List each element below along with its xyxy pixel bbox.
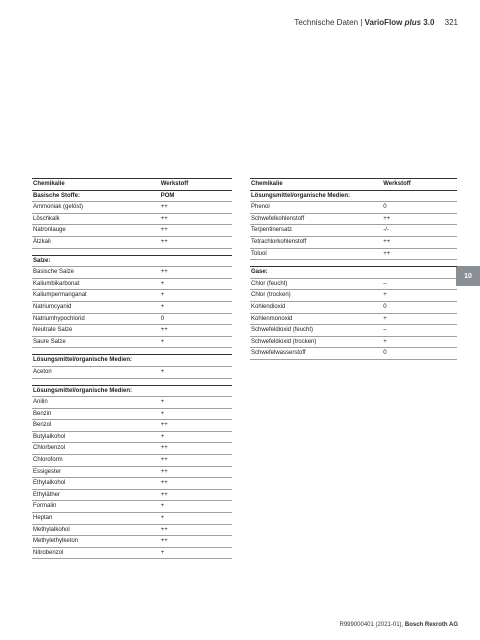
col-material-header: Werkstoff <box>160 181 189 187</box>
resistance-rating: + <box>160 433 165 440</box>
resistance-rating: ++ <box>383 238 391 245</box>
section-material <box>160 386 232 397</box>
resistance-rating: – <box>383 327 387 334</box>
resistance-rating: 0 <box>160 315 165 322</box>
table-row <box>32 513 232 525</box>
table-row <box>32 367 232 379</box>
resistance-rating: + <box>160 549 165 556</box>
chemical-name: Basische Salze <box>33 269 75 276</box>
running-header <box>294 18 458 27</box>
section-title-row <box>250 191 457 203</box>
section-title-row <box>32 255 232 268</box>
resistance-rating: + <box>160 280 165 287</box>
table-row <box>32 490 232 502</box>
chemical-name: Tetrachlorkohlenstoff <box>251 238 307 245</box>
resistance-rating: ++ <box>160 457 168 464</box>
chemical-name: Nitrobenzol <box>33 549 64 556</box>
resistance-rating: 0 <box>383 303 387 310</box>
chemical-name: Essigester <box>33 468 62 475</box>
chemical-name: Schwefelkohlenstoff <box>251 215 305 222</box>
resistance-rating: ++ <box>160 422 168 429</box>
table-row <box>32 525 232 537</box>
table-row <box>250 279 457 291</box>
section-material <box>160 256 232 267</box>
table-row <box>32 432 232 444</box>
table-row <box>32 501 232 513</box>
table-row <box>32 397 232 409</box>
right-table <box>250 178 457 360</box>
section-title: Salze: <box>33 257 51 264</box>
table-section <box>32 191 232 249</box>
table-row <box>32 325 232 337</box>
chemical-name: Neutrale Salze <box>33 327 73 334</box>
resistance-rating: + <box>160 399 165 406</box>
resistance-rating: ++ <box>160 269 168 276</box>
section-material <box>382 267 457 278</box>
chemical-name: Chlorbenzol <box>33 445 66 452</box>
table-row <box>250 202 457 214</box>
table-row <box>32 202 232 214</box>
table-row <box>32 548 232 560</box>
section-title-row <box>250 266 457 279</box>
table-row <box>32 279 232 291</box>
table-row <box>32 237 232 249</box>
chemical-name: Löschkalk <box>33 215 60 222</box>
chemical-name: Natriumcyanid <box>33 303 72 310</box>
table-row <box>32 290 232 302</box>
table-row <box>250 225 457 237</box>
section-material <box>160 355 232 366</box>
resistance-rating: + <box>160 368 165 375</box>
resistance-rating: ++ <box>160 227 168 234</box>
resistance-rating: ++ <box>160 526 168 533</box>
chemical-name: Ethylalkohol <box>33 480 66 487</box>
section-title-row <box>32 191 232 203</box>
header-section: Technische Daten | <box>294 18 363 27</box>
chemical-name: Kaliumpermanganat <box>33 292 87 299</box>
table-row <box>32 337 232 349</box>
table-header <box>250 178 457 191</box>
resistance-rating: + <box>160 292 165 299</box>
resistance-rating: ++ <box>160 327 168 334</box>
chemical-name: Kohlenmonoxid <box>251 315 293 322</box>
table-row <box>32 478 232 490</box>
table-row <box>32 214 232 226</box>
chemical-name: Schwefeldioxid (trocken) <box>251 338 317 345</box>
table-row <box>250 337 457 349</box>
chemical-name: Chloroform <box>33 457 63 464</box>
company-name: Bosch Rexroth AG <box>404 622 458 628</box>
chemical-name: Natronlauge <box>33 227 66 234</box>
chemical-name: Heptan <box>33 515 53 522</box>
resistance-rating: + <box>160 503 165 510</box>
resistance-rating: ++ <box>160 204 168 211</box>
table-row <box>250 290 457 302</box>
table-row <box>250 214 457 226</box>
table-section <box>32 354 232 378</box>
chemical-name: Terpentinersatz <box>251 227 293 234</box>
section-title: Gase: <box>251 269 268 276</box>
resistance-rating: 0 <box>383 350 387 357</box>
col-material-header: Werkstoff <box>383 181 411 187</box>
table-row <box>32 225 232 237</box>
table-row <box>250 302 457 314</box>
table-row <box>250 348 457 360</box>
doc-reference: R999000401 (2021-01), <box>339 622 404 628</box>
table-row <box>32 420 232 432</box>
resistance-rating: ++ <box>383 250 391 257</box>
chemical-name: Benzin <box>33 410 52 417</box>
resistance-rating: + <box>160 515 165 522</box>
resistance-rating: ++ <box>160 215 168 222</box>
resistance-rating: ++ <box>160 238 168 245</box>
chemical-name: Anilin <box>33 399 48 406</box>
section-title-row <box>32 385 232 398</box>
resistance-rating: ++ <box>160 480 168 487</box>
table-section <box>250 266 457 360</box>
table-row <box>32 409 232 421</box>
header-brand: VarioFlow plus 3.0 <box>364 18 435 27</box>
chemical-name: Phenol <box>251 204 270 211</box>
left-table <box>32 178 232 559</box>
section-title-row <box>32 354 232 367</box>
resistance-rating: ++ <box>160 538 168 545</box>
resistance-rating: + <box>160 338 165 345</box>
chemical-name: Ethyläther <box>33 491 61 498</box>
chemical-name: Kohlendioxid <box>251 303 286 310</box>
resistance-rating: – <box>383 280 387 287</box>
resistance-rating: + <box>160 410 165 417</box>
table-section <box>32 385 232 560</box>
chemical-name: Schwefeldioxid (feucht) <box>251 327 314 334</box>
table-row <box>32 536 232 548</box>
resistance-rating: ++ <box>160 445 168 452</box>
resistance-rating: + <box>383 292 387 299</box>
resistance-rating: + <box>383 315 387 322</box>
col-chemical-header: Chemikalie <box>251 181 283 187</box>
table-row <box>32 467 232 479</box>
section-title: Lösungsmittel/organische Medien: <box>33 387 133 394</box>
chemical-name: Saure Salze <box>33 338 66 345</box>
table-section <box>250 191 457 261</box>
footer <box>339 622 458 628</box>
section-title: Lösungsmittel/organische Medien: <box>33 357 133 364</box>
resistance-rating: + <box>383 338 387 345</box>
chemical-name: Formalin <box>33 503 57 510</box>
chemical-name: Kaliumbikarbonat <box>33 280 80 287</box>
chemical-name: Toluol <box>251 250 267 257</box>
section-title: Basische Stoffe: <box>33 192 81 199</box>
chemical-name: Chlor (feucht) <box>251 280 288 287</box>
table-row <box>32 455 232 467</box>
table-section <box>32 255 232 349</box>
page-number: 321 <box>444 18 458 27</box>
resistance-rating: -/- <box>383 227 389 234</box>
resistance-rating: 0 <box>383 204 387 211</box>
chemical-name: Chlor (trocken) <box>251 292 291 299</box>
chapter-tab: 10 <box>456 266 480 286</box>
table-row <box>32 267 232 279</box>
table-row <box>32 443 232 455</box>
resistance-rating: + <box>160 303 165 310</box>
col-chemical-header: Chemikalie <box>33 181 65 187</box>
table-row <box>32 314 232 326</box>
chemical-name: Benzol <box>33 422 52 429</box>
chemical-name: Butylalkohol <box>33 433 66 440</box>
section-material: POM <box>160 192 175 199</box>
resistance-rating: ++ <box>160 491 168 498</box>
table-header <box>32 178 232 191</box>
chemical-name: Ätzkali <box>33 238 51 245</box>
table-row <box>250 314 457 326</box>
section-title: Lösungsmittel/organische Medien: <box>251 192 351 199</box>
chemical-name: Schwefelwasserstoff <box>251 350 306 357</box>
chemical-name: Aceton <box>33 368 52 375</box>
chemical-name: Methylethylketon <box>33 538 79 545</box>
chemical-name: Methylalkohol <box>33 526 70 533</box>
resistance-rating: ++ <box>383 215 391 222</box>
table-row <box>250 249 457 261</box>
table-row <box>250 237 457 249</box>
chemical-name: Ammoniak (gelöst) <box>33 204 84 211</box>
resistance-rating: ++ <box>160 468 168 475</box>
section-material <box>382 191 457 202</box>
table-row <box>250 325 457 337</box>
table-row <box>32 302 232 314</box>
chemical-name: Natriumhypochlorid <box>33 315 85 322</box>
